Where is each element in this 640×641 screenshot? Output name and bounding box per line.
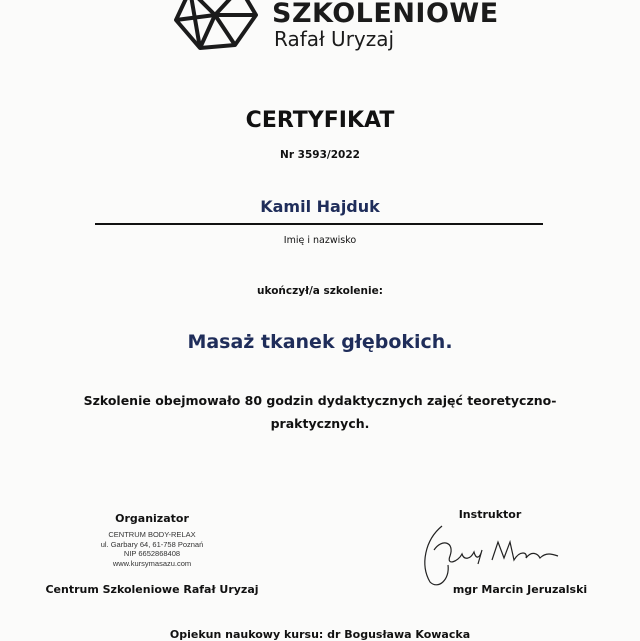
instructor-label: Instruktor xyxy=(458,508,522,521)
logo-subtitle: Rafał Uryzaj xyxy=(274,27,395,51)
description-line: praktycznych. xyxy=(270,416,370,431)
certificate-number: Nr 3593/2022 xyxy=(280,149,360,161)
stamp-line: NIP 6652868408 xyxy=(123,549,181,558)
name-label: Imię i nazwisko xyxy=(283,235,357,246)
logo-title: SZKOLENIOWE xyxy=(272,0,499,29)
stamp-line: www.kursymasazu.com xyxy=(112,558,192,568)
name-underline xyxy=(95,223,543,225)
stamp-line: ul. Garbary 64, 61-758 Poznań xyxy=(100,539,204,549)
scientific-supervisor: Opiekun naukowy kursu: dr Bogusława Kowacka xyxy=(169,628,471,641)
logo-icon xyxy=(170,0,260,52)
course-description xyxy=(0,389,640,435)
stamp-line: CENTRUM BODY-RELAX xyxy=(108,530,196,539)
instructor-signature xyxy=(420,520,560,590)
recipient-name: Kamil Hajduk xyxy=(260,197,380,216)
description-line: Szkolenie obejmowało 80 godzin dydaktycznych zajęć teoretyczno- xyxy=(83,393,557,408)
organizer-label: Organizator xyxy=(115,512,189,525)
organizer-stamp xyxy=(82,530,222,568)
organizer-name: Centrum Szkoleniowe Rafał Uryzaj xyxy=(45,583,259,596)
completed-label: ukończył/a szkolenie: xyxy=(257,285,383,297)
course-title: Masaż tkanek głębokich. xyxy=(187,331,453,353)
instructor-name: mgr Marcin Jeruzalski xyxy=(452,583,588,596)
certificate-title: CERTYFIKAT xyxy=(245,108,395,133)
